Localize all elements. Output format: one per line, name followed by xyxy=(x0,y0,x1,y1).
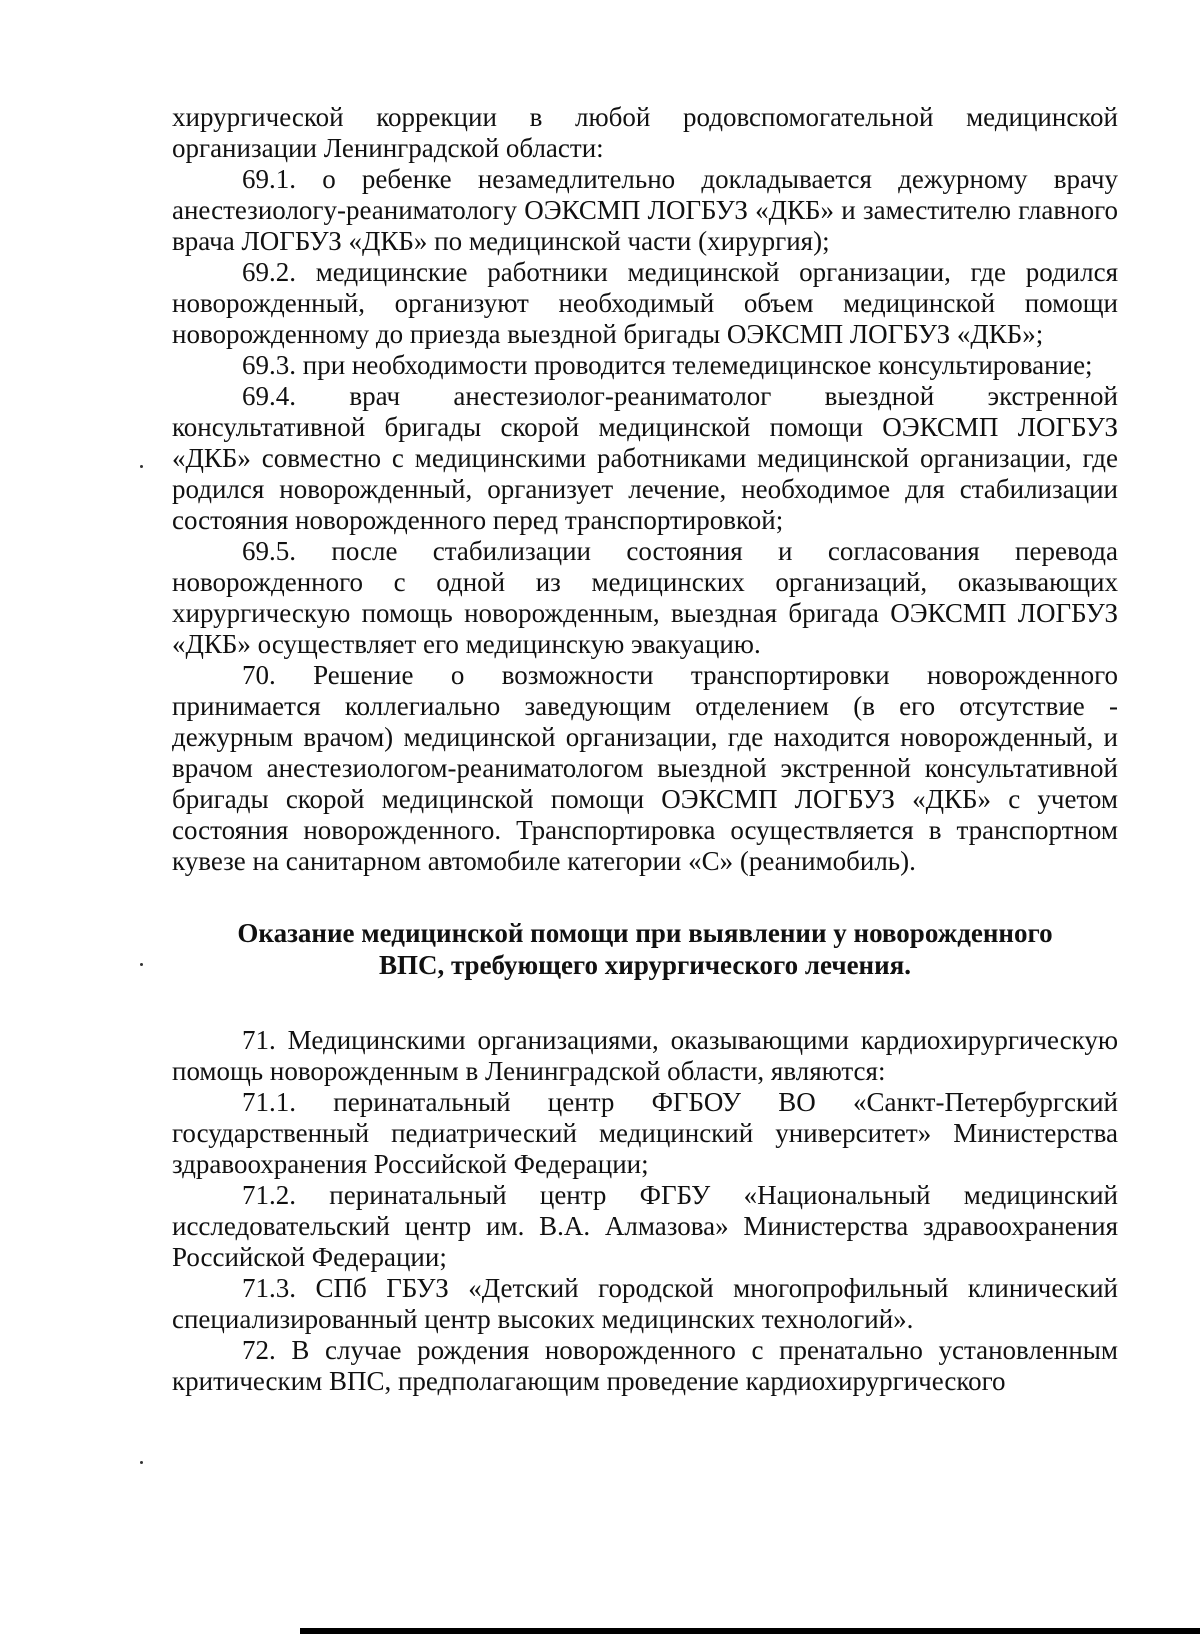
paragraph: 69.2. медицинские работники медицинской организации, где родился новорожденный, организуют необходимый объем медицинской помощи новорожденному до приезда выездной бригады ОЭКСМП ЛОГБУЗ «ДКБ»; xyxy=(172,257,1118,349)
paragraph: 69.5. после стабилизации состояния и согласования перевода новорожденного с одной из медицинских организаций, оказывающих хирургическую помощь новорожденным, выездная бригада ОЭКСМП ЛОГБУЗ «ДКБ» осуществляет его медицинскую эвакуацию. xyxy=(172,536,1118,659)
document-page xyxy=(172,102,1118,1397)
scan-speck xyxy=(140,1461,143,1464)
section-heading-line-1: Оказание медицинской помощи при выявлении у новорожденного xyxy=(237,918,1053,948)
section-heading xyxy=(172,917,1118,981)
paragraph: хирургической коррекции в любой родовспомогательной медицинской организации Ленинградской области: xyxy=(172,102,1118,163)
paragraph: 71.1. перинатальный центр ФГБОУ ВО «Санкт-Петербургский государственный педиатрический медицинский университет» Министерства здравоохранения Российской Федерации; xyxy=(172,1087,1118,1179)
scan-bottom-edge xyxy=(300,1628,1200,1634)
paragraph: 71. Медицинскими организациями, оказывающими кардиохирургическую помощь новорожденным в Ленинградской области, являются: xyxy=(172,1025,1118,1086)
paragraph: 71.2. перинатальный центр ФГБУ «Национальный медицинский исследовательский центр им. В.А. Алмазова» Министерства здравоохранения Российской Федерации; xyxy=(172,1180,1118,1272)
paragraph: 69.1. о ребенке незамедлительно докладывается дежурному врачу анестезиологу-реаниматологу ОЭКСМП ЛОГБУЗ «ДКБ» и заместителю главного врача ЛОГБУЗ «ДКБ» по медицинской части (хирургия); xyxy=(172,164,1118,256)
section-heading-line-2: ВПС, требующего хирургического лечения. xyxy=(378,950,912,980)
paragraph: 69.4. врач анестезиолог-реаниматолог выездной экстренной консультативной бригады скорой медицинской помощи ОЭКСМП ЛОГБУЗ «ДКБ» совместно с медицинскими работниками медицинской организации, где родился новорожденный, организует лечение, необходимое для стабилизации состояния новорожденного перед транспортировкой; xyxy=(172,381,1118,535)
paragraph: 69.3. при необходимости проводится телемедицинское консультирование; xyxy=(242,350,1093,380)
paragraph: 71.3. СПб ГБУЗ «Детский городской многопрофильный клинический специализированный центр высоких медицинских технологий». xyxy=(172,1273,1118,1334)
document-body-after-heading xyxy=(172,1025,1118,1397)
document-body-before-heading xyxy=(172,102,1118,877)
scan-speck xyxy=(140,963,143,966)
scan-speck xyxy=(140,465,143,468)
paragraph: 70. Решение о возможности транспортировки новорожденного принимается коллегиально заведующим отделением (в его отсутствие - дежурным врачом) медицинской организации, где находится новорожденный, и врачом анестезиологом-реаниматологом выездной экстренной консультативной бригады скорой медицинской помощи ОЭКСМП ЛОГБУЗ «ДКБ» с учетом состояния новорожденного. Транспортировка осуществляется в транспортном кувезе на санитарном автомобиле категории «С» (реанимобиль). xyxy=(172,660,1118,876)
paragraph: 72. В случае рождения новорожденного с пренатально установленным критическим ВПС, предполагающим проведение кардиохирургического xyxy=(172,1335,1118,1396)
